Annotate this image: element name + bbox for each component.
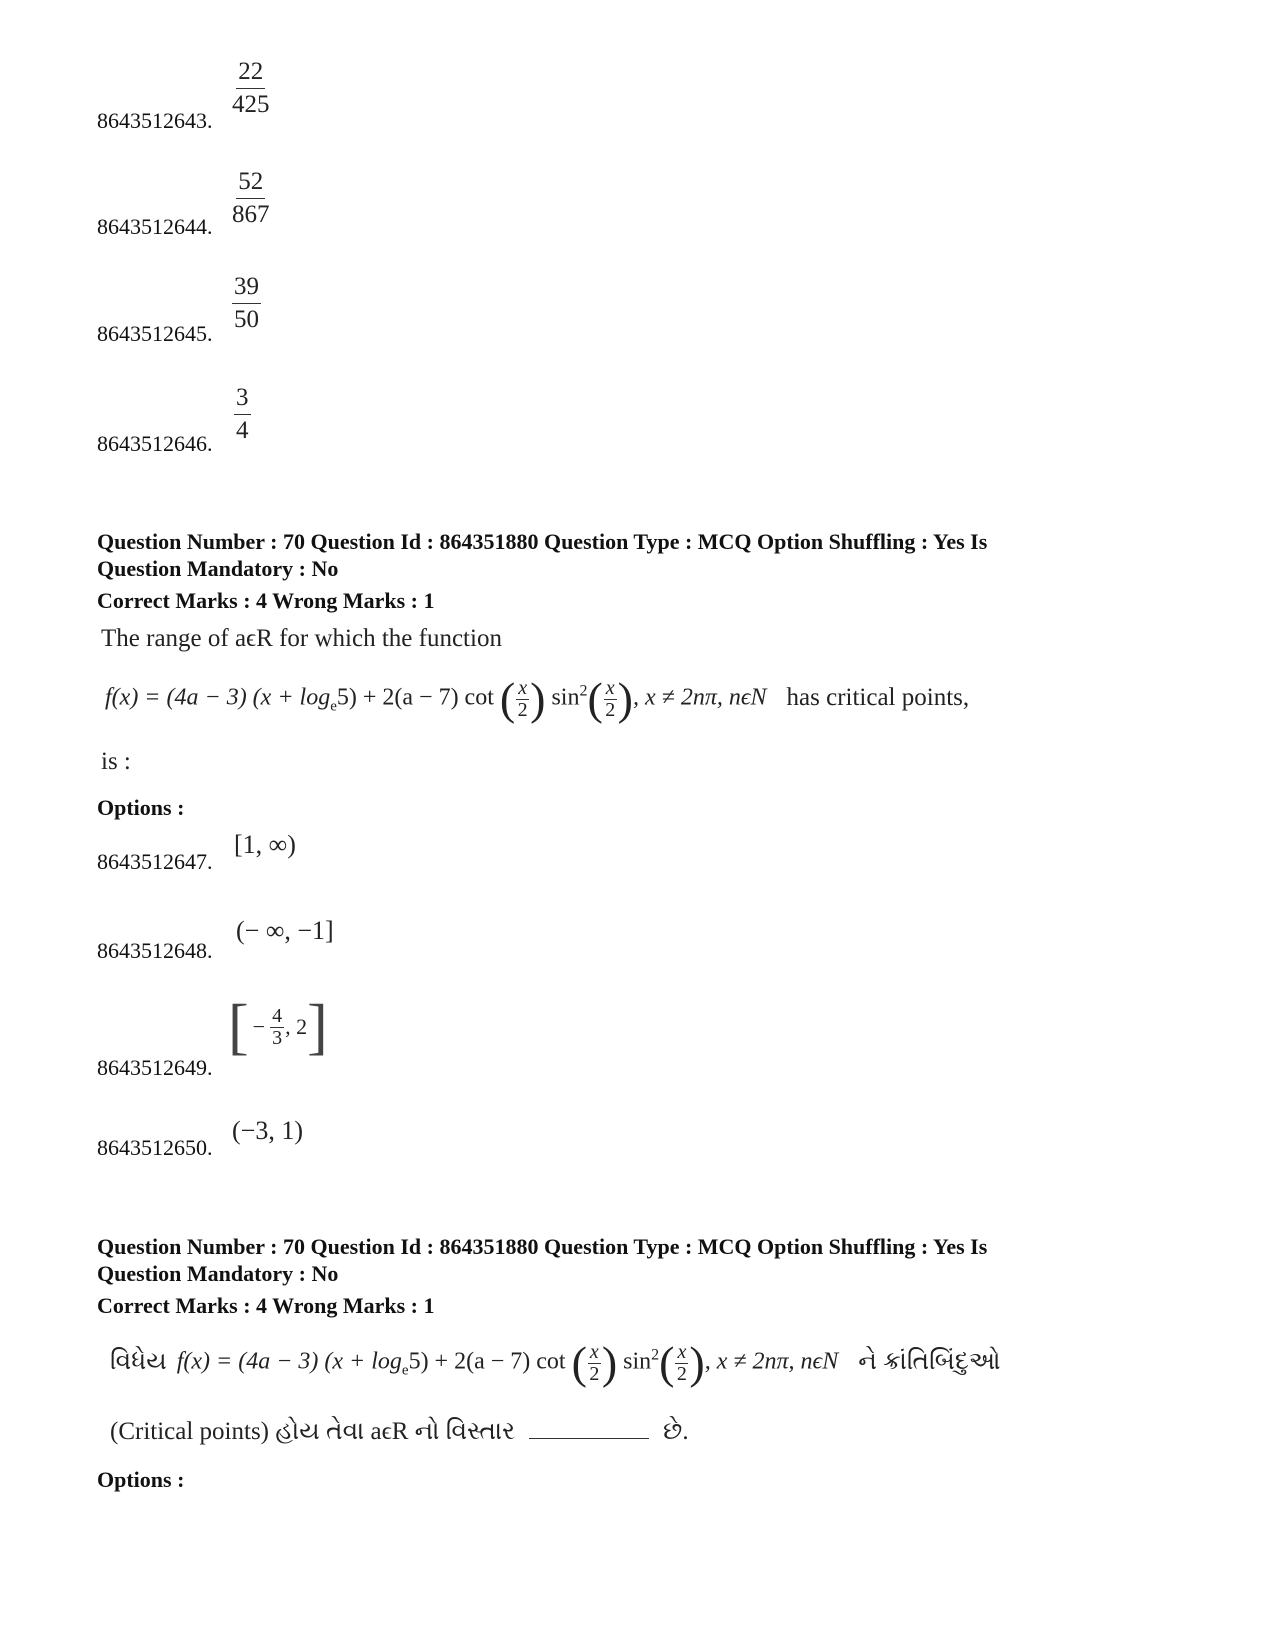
option-id: 8643512650. [97, 1135, 213, 1160]
option-text: (−3, 1) [232, 1116, 303, 1145]
stem-suffix: ને ક્રાંતિબિંદુઓ [858, 1347, 1001, 1375]
condition: , x ≠ 2nπ, nϵN [633, 684, 767, 711]
option-fraction: $\frac{4}{3}$ [272, 1004, 283, 1049]
marks-line: Correct Marks : 4 Wrong Marks : 1 [97, 1293, 435, 1318]
question-header-line1: Question Number : 70 Question Id : 864351880 Question Type : MCQ Option Shuffling : Yes Is [97, 529, 988, 554]
option-id: 8643512647. [97, 849, 213, 874]
question-header-line2: Question Mandatory : No [97, 1261, 339, 1286]
denominator: 867 [232, 200, 270, 228]
option-fraction [232, 273, 261, 333]
question-header-line2: Question Mandatory : No [97, 556, 339, 581]
function-expression: f(x) = (4a − 3) $(x + \log_e5) + 2(a - 7)$ cot ( $\frac{x}{2}$ ) $\sin^2$( $\frac{x}{2}$ ), x ≠ 2nπ, nϵN has critical points, [105, 673, 970, 724]
fraction-x-over-2: $\frac{x}{2}$ [676, 1340, 687, 1385]
option-id: 8643512644. [97, 214, 213, 239]
option-text: (− ∞, −1] [236, 916, 334, 945]
option-fraction [234, 384, 251, 444]
question-header-line1: Question Number : 70 Question Id : 864351880 Question Type : MCQ Option Shuffling : Yes Is [97, 1234, 988, 1259]
question-stem-line1: The range of aϵR for which the function [101, 625, 502, 652]
numerator: 3 [234, 384, 251, 415]
option-fraction [232, 58, 270, 118]
options-label: Options : [97, 1467, 185, 1492]
fraction-x-over-2: $\frac{x}{2}$ [589, 1340, 600, 1385]
sin-term: sin [551, 684, 580, 711]
option-text: [1, ∞) [234, 830, 296, 859]
option-id: 8643512643. [97, 108, 213, 133]
answer-blank [529, 1438, 649, 1439]
denominator: 4 [236, 416, 249, 444]
option-interval: [ − $\frac{4}{3}$ , 2 ] [228, 993, 328, 1061]
denominator: 50 [234, 305, 259, 333]
marks-line: Correct Marks : 4 Wrong Marks : 1 [97, 588, 435, 613]
options-label: Options : [97, 795, 185, 820]
function-lhs: f(x) = (4a − 3) (x + log [105, 684, 331, 711]
numerator: 52 [236, 168, 265, 199]
numerator: 39 [232, 273, 261, 304]
stem-prefix: વિધેય [110, 1347, 167, 1375]
log-base: e [330, 698, 337, 715]
fraction-x-over-2: $\frac{x}{2}$ [517, 676, 528, 721]
function-expression-gujarati: વિધેય f(x) = (4a − 3) $(x + \log_e5) + 2(a - 7)$ cot ( $\frac{x}{2}$ ) $\sin^2$( $\frac{x}{2}$ ), x ≠ 2nπ, nϵN ને ક્રાંતિબિંદુઓ [110, 1337, 1001, 1388]
question-stem-line3: is : [101, 748, 131, 775]
fraction-x-over-2: $\frac{x}{2}$ [605, 676, 616, 721]
option-id: 8643512648. [97, 938, 213, 963]
question-stem-line2: (Critical points) હોય તેવા aϵR નો વિસ્તાર છે. [110, 1418, 689, 1445]
option-fraction [232, 168, 270, 228]
numerator: 22 [236, 58, 265, 89]
function-mid: 5) + 2(a − 7) cot [336, 684, 494, 711]
option-id: 8643512645. [97, 321, 213, 346]
option-id: 8643512646. [97, 431, 213, 456]
denominator: 425 [232, 90, 270, 118]
stem-tail: has critical points, [786, 683, 970, 711]
option-id: 8643512649. [97, 1055, 213, 1080]
